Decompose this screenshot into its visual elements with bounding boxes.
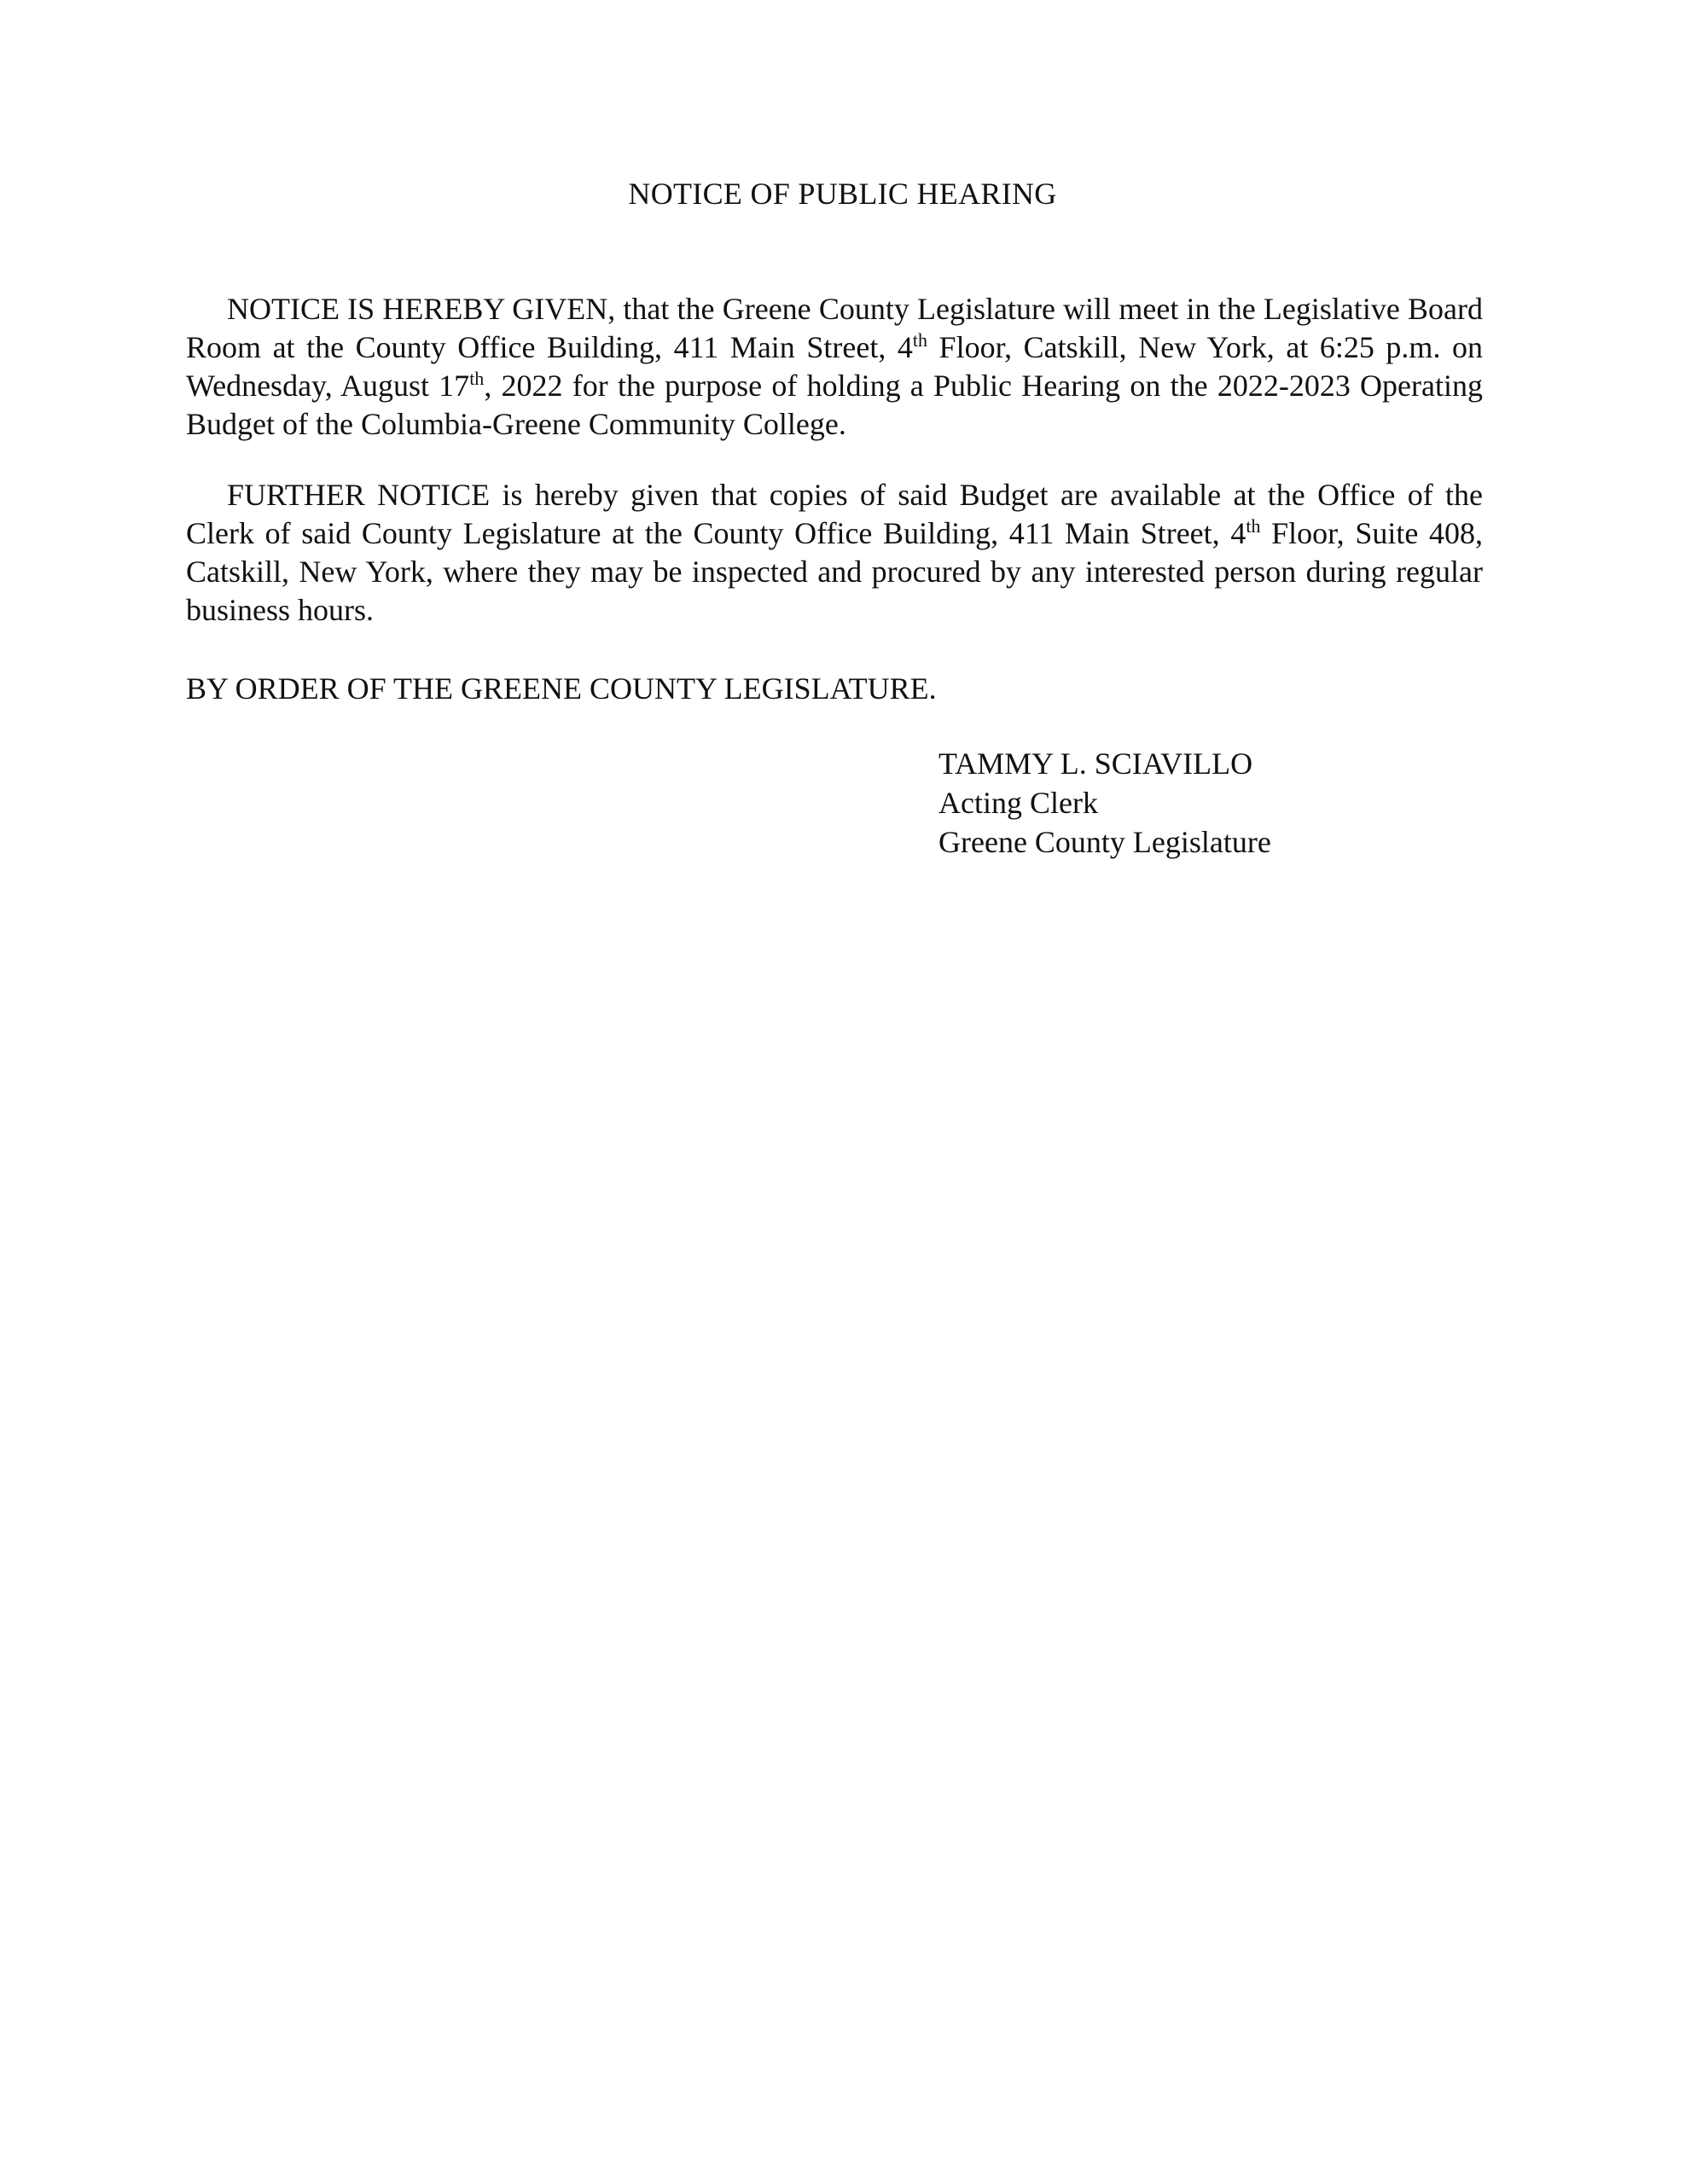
signatory-role: Acting Clerk bbox=[938, 786, 1098, 820]
signatory-name: TAMMY L. SCIAVILLO bbox=[938, 746, 1253, 781]
paragraph-segment: Floor, Suite 408, Catskill, New York, where they may be inspected and procured by any interested person during regular business hours. bbox=[186, 516, 1483, 627]
ordinal-suffix: th bbox=[469, 368, 485, 389]
paragraph-segment: , 2022 for the purpose of holding a Public Hearing on the 2022-2023 Operating Budget of the Columbia-Greene Community College. bbox=[186, 369, 1483, 441]
budget-availability-paragraph bbox=[186, 476, 1483, 630]
order-line: BY ORDER OF THE GREENE COUNTY LEGISLATURE. bbox=[186, 671, 937, 706]
signature-block bbox=[938, 744, 1271, 862]
paragraph-segment: FURTHER NOTICE is hereby given that copies of said Budget are available at the Office of the Clerk of said County Legislature at the County Office Building, 411 Main Street, 4 bbox=[186, 478, 1483, 550]
signatory-organization: Greene County Legislature bbox=[938, 825, 1271, 859]
paragraph-segment: Floor, Catskill, New York, at 6:25 p.m. on Wednesday, August 17 bbox=[186, 330, 1483, 403]
hearing-notice-paragraph bbox=[186, 290, 1483, 444]
paragraph-text bbox=[186, 290, 1483, 444]
ordinal-suffix: th bbox=[912, 329, 927, 351]
ordinal-suffix: th bbox=[1246, 515, 1261, 537]
document-title: NOTICE OF PUBLIC HEARING bbox=[628, 177, 1057, 211]
paragraph-text bbox=[186, 476, 1483, 630]
paragraph-segment: NOTICE IS HEREBY GIVEN, that the Greene County Legislature will meet in the Legislative Board Room at the County Office Building, 411 Main Street, 4 bbox=[186, 292, 1483, 364]
